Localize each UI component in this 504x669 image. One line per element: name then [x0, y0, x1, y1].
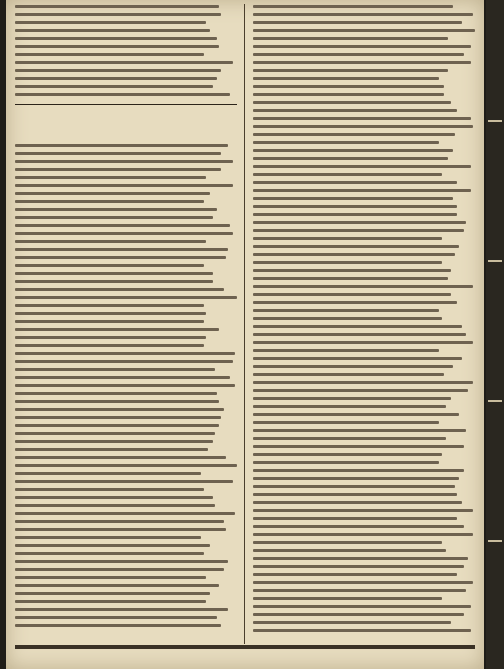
text-line — [253, 309, 439, 312]
text-line — [253, 525, 464, 528]
text-line — [15, 240, 206, 243]
text-line — [15, 248, 228, 251]
left-column-upper-text — [15, 5, 237, 101]
text-line — [253, 253, 455, 256]
text-line — [253, 341, 473, 344]
text-line — [253, 205, 457, 208]
text-line — [253, 589, 466, 592]
text-line — [253, 277, 448, 280]
text-line — [253, 125, 473, 128]
text-line — [253, 333, 466, 336]
text-line — [253, 461, 439, 464]
text-line — [15, 192, 210, 195]
text-line — [253, 581, 473, 584]
text-line — [15, 496, 213, 499]
text-line — [253, 77, 439, 80]
text-line — [253, 445, 464, 448]
text-line — [15, 536, 201, 539]
text-line — [253, 413, 459, 416]
text-line — [15, 328, 219, 331]
text-line — [15, 77, 217, 80]
text-line — [15, 224, 230, 227]
text-line — [253, 221, 466, 224]
text-line — [253, 373, 444, 376]
article-heading — [15, 110, 237, 126]
text-line — [253, 453, 442, 456]
text-line — [15, 616, 217, 619]
text-line — [15, 264, 204, 267]
text-line — [253, 325, 462, 328]
text-line — [253, 165, 471, 168]
text-line — [15, 336, 206, 339]
text-line — [15, 384, 235, 387]
text-line — [253, 189, 471, 192]
text-line — [15, 504, 215, 507]
text-line — [253, 437, 446, 440]
text-line — [253, 21, 462, 24]
text-line — [15, 488, 204, 491]
text-line — [15, 520, 224, 523]
text-line — [15, 440, 213, 443]
text-line — [15, 168, 221, 171]
text-line — [253, 181, 457, 184]
text-line — [253, 621, 451, 624]
text-line — [15, 360, 233, 363]
text-line — [253, 565, 464, 568]
text-line — [253, 37, 448, 40]
text-line — [253, 381, 473, 384]
text-line — [15, 21, 206, 24]
text-line — [253, 285, 473, 288]
text-line — [15, 312, 206, 315]
text-line — [253, 237, 442, 240]
text-line — [15, 552, 204, 555]
text-line — [15, 5, 219, 8]
footer-rule — [15, 645, 475, 649]
text-line — [253, 549, 446, 552]
text-line — [253, 69, 448, 72]
text-line — [15, 184, 233, 187]
text-line — [253, 421, 439, 424]
left-column-article-text — [15, 144, 237, 632]
text-line — [15, 152, 221, 155]
text-line — [253, 293, 451, 296]
text-line — [15, 424, 219, 427]
right-column-article-text — [253, 5, 475, 637]
text-line — [15, 456, 226, 459]
text-line — [253, 173, 442, 176]
text-line — [253, 117, 471, 120]
text-line — [15, 416, 221, 419]
text-line — [253, 261, 442, 264]
text-line — [15, 400, 219, 403]
text-line — [15, 288, 224, 291]
text-line — [253, 213, 457, 216]
text-line — [253, 509, 473, 512]
text-line — [253, 485, 455, 488]
text-line — [253, 229, 464, 232]
text-line — [15, 256, 226, 259]
text-line — [15, 280, 213, 283]
text-line — [15, 320, 204, 323]
newspaper-page — [6, 0, 484, 669]
text-line — [253, 477, 459, 480]
text-line — [253, 85, 444, 88]
text-line — [15, 464, 237, 467]
text-line — [15, 93, 230, 96]
article-byline — [15, 130, 237, 140]
text-line — [15, 624, 221, 627]
text-line — [15, 144, 228, 147]
text-line — [15, 544, 210, 547]
text-line — [15, 216, 213, 219]
text-line — [253, 541, 442, 544]
text-line — [253, 357, 462, 360]
text-line — [253, 629, 471, 632]
text-line — [15, 448, 208, 451]
text-line — [15, 432, 215, 435]
text-line — [15, 472, 201, 475]
text-line — [253, 605, 471, 608]
text-line — [253, 501, 462, 504]
text-line — [253, 397, 451, 400]
text-line — [15, 304, 204, 307]
text-line — [253, 157, 448, 160]
text-line — [15, 85, 213, 88]
text-line — [253, 141, 439, 144]
text-line — [253, 365, 453, 368]
text-line — [15, 392, 217, 395]
text-line — [253, 93, 444, 96]
text-line — [15, 576, 206, 579]
text-line — [253, 5, 453, 8]
text-line — [15, 584, 219, 587]
text-line — [15, 37, 217, 40]
text-line — [15, 53, 204, 56]
text-line — [15, 568, 224, 571]
text-line — [253, 149, 453, 152]
text-line — [15, 344, 204, 347]
text-line — [15, 592, 210, 595]
text-line — [253, 45, 471, 48]
text-line — [253, 269, 451, 272]
text-line — [15, 560, 228, 563]
text-line — [15, 608, 228, 611]
adjacent-page-edge — [486, 0, 504, 669]
text-line — [253, 13, 473, 16]
text-line — [253, 109, 457, 112]
text-line — [253, 613, 464, 616]
text-line — [15, 272, 213, 275]
text-line — [253, 301, 457, 304]
text-line — [253, 405, 446, 408]
text-line — [253, 133, 455, 136]
text-line — [15, 29, 210, 32]
text-line — [253, 245, 459, 248]
text-line — [15, 13, 221, 16]
text-line — [253, 53, 464, 56]
text-line — [253, 469, 464, 472]
text-line — [253, 557, 468, 560]
text-line — [15, 296, 237, 299]
text-line — [253, 101, 451, 104]
section-divider — [15, 104, 237, 105]
text-line — [15, 176, 206, 179]
text-line — [253, 517, 457, 520]
text-line — [15, 512, 235, 515]
text-line — [253, 349, 439, 352]
column-gutter — [244, 4, 245, 644]
text-line — [253, 197, 453, 200]
text-line — [15, 376, 230, 379]
text-line — [15, 600, 206, 603]
text-line — [253, 429, 466, 432]
text-line — [253, 389, 468, 392]
text-line — [253, 493, 457, 496]
text-line — [15, 61, 233, 64]
text-line — [15, 408, 224, 411]
text-line — [15, 160, 233, 163]
text-line — [15, 480, 233, 483]
text-line — [253, 61, 471, 64]
text-line — [253, 533, 473, 536]
text-line — [253, 573, 457, 576]
text-line — [15, 352, 235, 355]
text-line — [15, 232, 233, 235]
text-line — [253, 317, 442, 320]
text-line — [15, 45, 219, 48]
text-line — [15, 69, 221, 72]
text-line — [253, 29, 475, 32]
text-line — [15, 208, 217, 211]
text-line — [253, 597, 442, 600]
text-line — [15, 200, 204, 203]
text-line — [15, 368, 215, 371]
text-line — [15, 528, 226, 531]
